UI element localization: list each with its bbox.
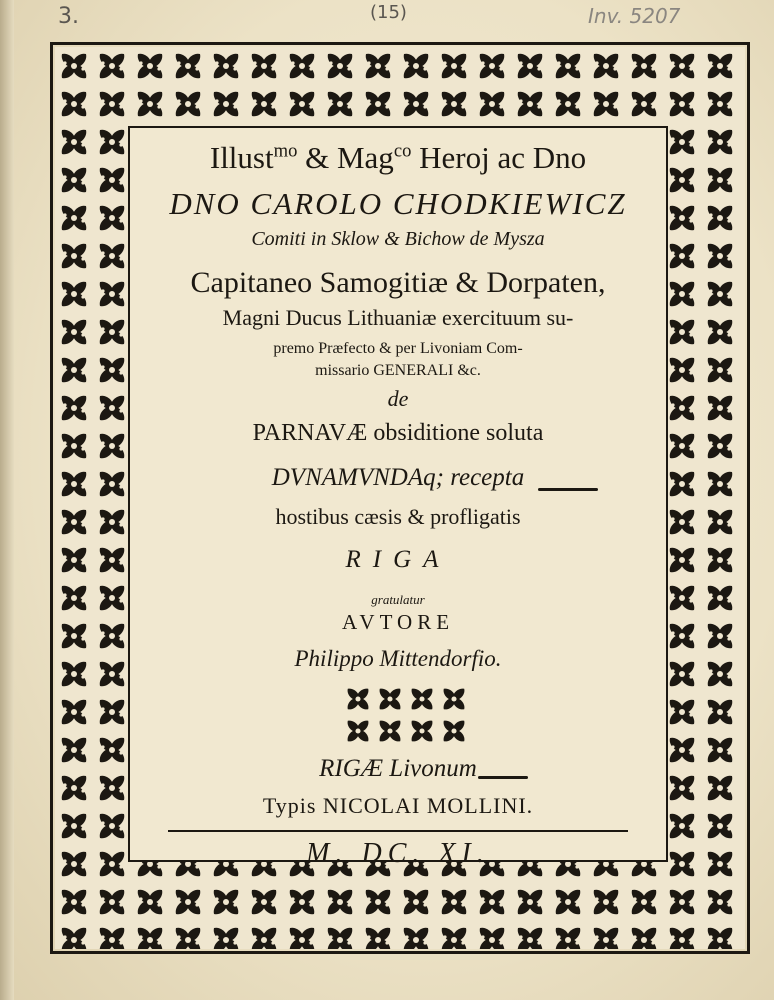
dedication-line-1: Illust$^{mo}$ & Mag$^{co}$ Heroj ac Dno (209, 140, 587, 175)
dedication-line-2: DNO CAROLO CHODKIEWICZ (169, 186, 627, 221)
dedication-line-6: premo Præfecto & per Livoniam Com- (273, 340, 523, 357)
subject-line-3: hostibus cæsis & profligatis (275, 504, 521, 529)
preposition-de: de (387, 386, 409, 411)
handwritten-inventory-number: Inv. 5207 (588, 4, 681, 28)
horizontal-rule (168, 830, 628, 832)
imprint-place: RIGÆ Livonum (319, 755, 477, 782)
subject-line-1: PARNAVÆ obsiditione soluta (252, 420, 544, 446)
author-name: Philippo Mittendorfio. (294, 646, 502, 671)
handwritten-number: 3. (58, 4, 79, 29)
handwritten-folio: (15) (370, 2, 407, 23)
dedication-line-7: missario GENERALI &c. (315, 362, 481, 379)
autore-label: AVTORE (341, 610, 455, 634)
swash-flourish (478, 776, 528, 779)
dedication-line-4: Capitaneo Samogitiæ & Dorpaten, (190, 266, 606, 299)
city-name: RIGA (345, 546, 451, 573)
subject-line-2: DVNAMVNDAq; recepta (271, 464, 525, 491)
dedication-line-3: Comiti in Sklow & Bichow de Mysza (251, 228, 545, 250)
imprint-printer: Typis NICOLAI MOLLINI. (262, 793, 534, 818)
gratulatur-word: gratulatur (371, 592, 425, 607)
dedication-line-5: Magni Ducus Lithuaniæ exercituum su- (222, 305, 574, 330)
publication-date: M. DC. XI. (306, 838, 490, 869)
